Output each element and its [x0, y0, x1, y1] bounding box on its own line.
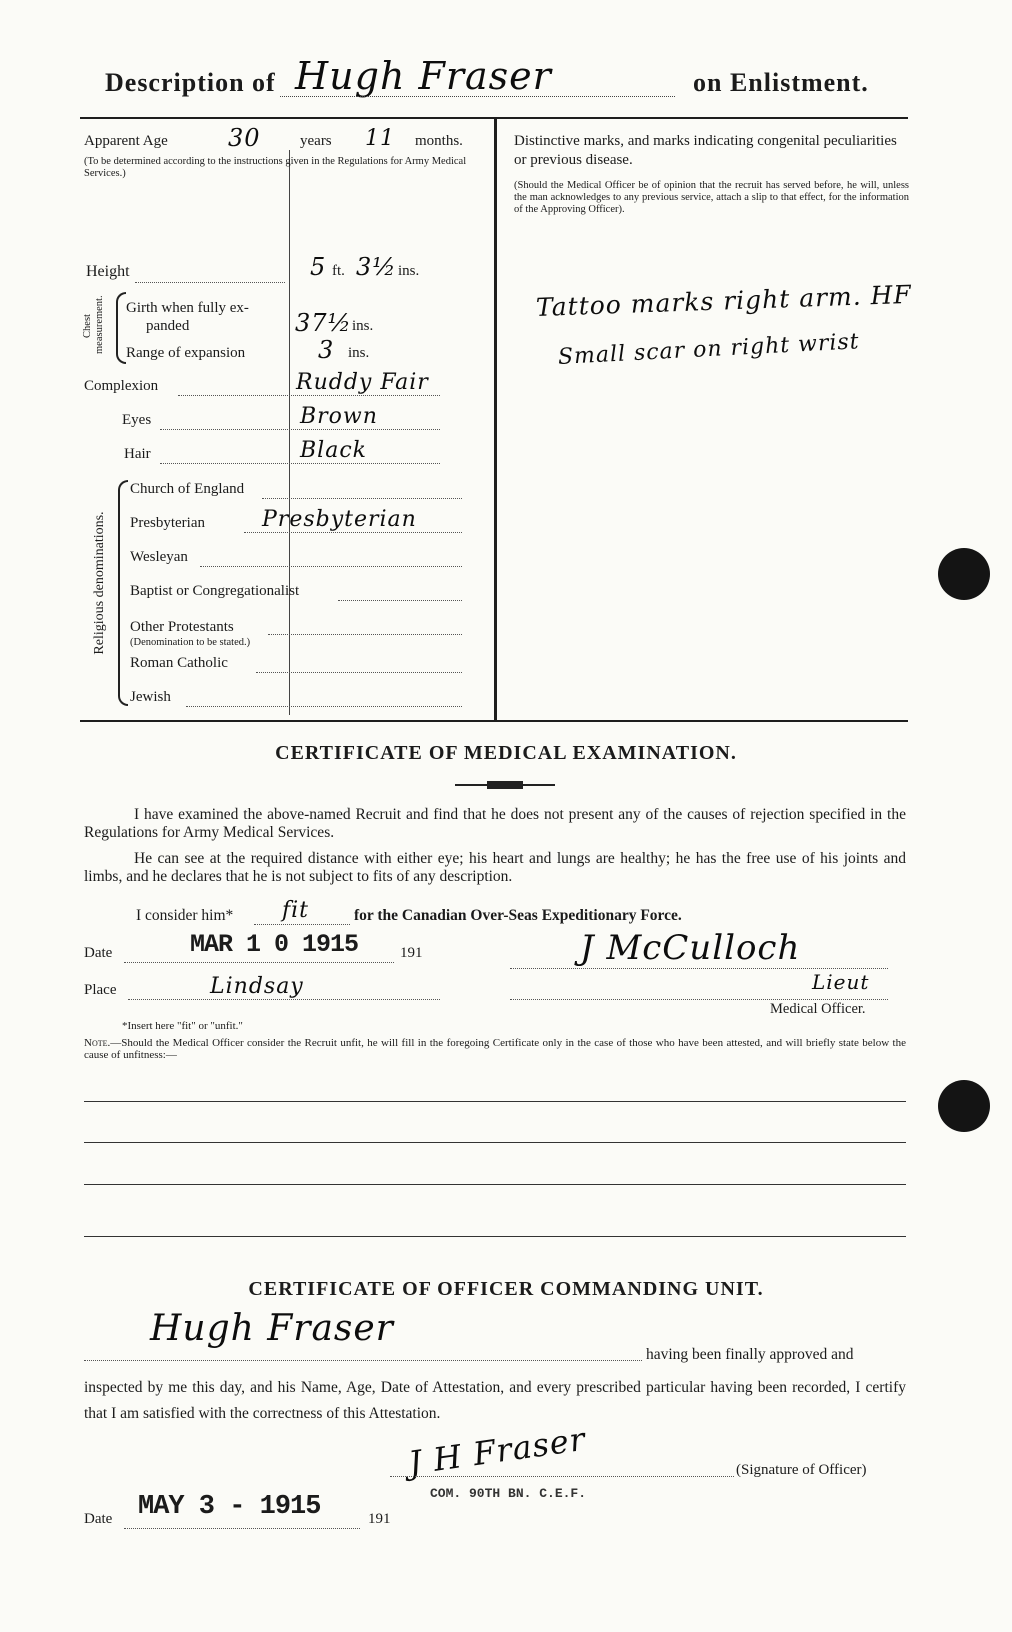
medical-title-dot — [487, 781, 523, 789]
eyes-label: Eyes — [122, 412, 152, 428]
girth-ins: ins. — [352, 318, 374, 334]
medical-date-label: Date — [84, 945, 113, 961]
religion-other-note: (Denomination to be stated.) — [130, 637, 251, 648]
unfitness-line-1 — [84, 1101, 906, 1102]
medical-date-stamp: MAR 1 0 1915 — [190, 930, 359, 959]
marks-note: (Should the Medical Officer be of opinion that the recruit has served before, he will, unless the man acknowledges to any previous service, attach a slip to that effect, for the information of the Approving Officer). — [514, 180, 909, 215]
marks-title: Distinctive marks, and marks indicating congenital peculiarities or previous disease. — [514, 133, 897, 168]
medical-place-label: Place — [84, 982, 117, 998]
medical-signature: J McCulloch — [580, 928, 801, 968]
medical-year-prefix: 191 — [400, 945, 423, 961]
range-value: 3 — [318, 336, 335, 364]
commanding-signature-label: (Signature of Officer) — [736, 1462, 867, 1478]
unfitness-line-3 — [84, 1184, 906, 1185]
chest-brace — [116, 292, 126, 364]
eyes-value: Brown — [300, 404, 378, 429]
religion-line-4 — [338, 600, 462, 601]
header-suffix: on Enlistment. — [693, 68, 869, 97]
commanding-date-line — [124, 1528, 360, 1529]
religion-line-3 — [200, 566, 462, 567]
hair-value: Black — [300, 438, 367, 463]
age-label: Apparent Age — [84, 133, 168, 149]
medical-para-1: I have examined the above-named Recruit and find that he does not present any of the causes of rejection specified in the Regulations for Army Medical Services. — [84, 806, 906, 841]
header-prefix: Description of — [105, 68, 276, 97]
complexion-label: Complexion — [84, 378, 159, 394]
header-name-line — [280, 96, 675, 97]
girth-value: 37½ — [295, 309, 352, 337]
medical-signature-line — [510, 968, 888, 969]
commanding-date-label: Date — [84, 1511, 113, 1527]
eyes-line — [160, 429, 440, 430]
marks-line-2: Small scar on right wrist — [557, 329, 861, 370]
hair-line — [160, 463, 440, 464]
commanding-signature-line — [390, 1476, 734, 1477]
ft-label: ft. — [332, 263, 345, 279]
commanding-name: Hugh Fraser — [150, 1308, 394, 1349]
age-years: 30 — [228, 124, 261, 152]
medical-rank-line — [510, 999, 888, 1000]
form-header — [105, 54, 885, 102]
punch-hole-bottom — [938, 1080, 990, 1132]
height-label: Height — [86, 263, 130, 280]
commanding-signature: J H Fraser — [406, 1419, 589, 1483]
commanding-stamp: COM. 90TH BN. C.E.F. — [430, 1486, 587, 1501]
religion-other-protestants: Other Protestants — [130, 619, 234, 635]
consider-suffix: for the Canadian Over-Seas Expeditionary Force. — [354, 907, 682, 924]
marks-line-1: Tattoo marks right arm. HF — [535, 279, 913, 322]
commanding-text-1: having been finally approved and — [646, 1346, 854, 1363]
commanding-title: CERTIFICATE OF OFFICER COMMANDING UNIT. — [248, 1278, 764, 1300]
consider-value: fit — [282, 898, 310, 923]
religion-brace — [118, 480, 128, 706]
religion-baptist: Baptist or Congregationalist — [130, 583, 300, 599]
religion-line-5 — [268, 634, 462, 635]
medical-place-line — [128, 999, 440, 1000]
age-months: 11 — [365, 126, 395, 151]
range-ins: ins. — [348, 345, 370, 361]
girth-label-2: panded — [146, 318, 190, 334]
ins-label: ins. — [398, 263, 420, 279]
religion-church-of-england: Church of England — [130, 481, 245, 497]
medical-para-2: He can see at the required distance with either eye; his heart and lungs are healthy; he has the free use of his joints and limbs, and he declares that he is not subject to fits of any description. — [84, 850, 906, 885]
age-note: (To be determined according to the instructions given in the Regulations for Army Medical Services.) — [84, 156, 467, 179]
unfitness-line-4 — [84, 1236, 906, 1237]
hair-label: Hair — [124, 446, 151, 462]
commanding-date-stamp: MAY 3 - 1915 — [138, 1492, 321, 1522]
commanding-name-line — [84, 1360, 642, 1361]
unfitness-line-2 — [84, 1142, 906, 1143]
religion-wesleyan: Wesleyan — [130, 549, 188, 565]
religion-jewish: Jewish — [130, 689, 171, 705]
medical-date-line — [124, 962, 394, 963]
medical-title: CERTIFICATE OF MEDICAL EXAMINATION. — [275, 742, 737, 764]
religion-line-2 — [244, 532, 462, 533]
commanding-year-prefix: 191 — [368, 1511, 391, 1527]
medical-rank: Lieut — [812, 970, 870, 994]
note-block — [84, 1037, 906, 1061]
header-name: Hugh Fraser — [295, 54, 552, 98]
consider-line — [254, 924, 350, 925]
note-label: Note. — [84, 1037, 111, 1049]
chest-label: Chest measurement. — [82, 295, 105, 354]
height-line — [135, 282, 285, 283]
religion-line-6 — [256, 672, 462, 673]
value-column-line — [289, 150, 290, 715]
height-in: 3½ — [356, 253, 397, 281]
complexion-line — [178, 395, 440, 396]
complexion-value: Ruddy Fair — [296, 370, 429, 395]
height-ft: 5 — [310, 253, 327, 281]
years-label: years — [300, 133, 332, 149]
medical-officer-label: Medical Officer. — [770, 1001, 866, 1017]
religion-presbyterian: Presbyterian — [130, 515, 205, 531]
bottom-rule — [80, 720, 908, 722]
range-label: Range of expansion — [126, 345, 246, 361]
months-label: months. — [415, 133, 463, 149]
insert-note: *Insert here "fit" or "unfit." — [122, 1020, 243, 1032]
consider-prefix: I consider him* — [136, 907, 234, 924]
commanding-text-2: inspected by me this day, and his Name, Age, Date of Attestation, and every prescribed particular having been recorded, I certify that I am satisfied with the correctness of this Attestation. — [84, 1379, 906, 1422]
religion-roman-catholic: Roman Catholic — [130, 655, 228, 671]
medical-place-value: Lindsay — [210, 974, 304, 999]
religion-presbyterian-value: Presbyterian — [262, 507, 417, 532]
religion-label: Religious denominations. — [92, 511, 107, 655]
punch-hole-top — [938, 548, 990, 600]
note-text: —Should the Medical Officer consider the Recruit unfit, he will fill in the foregoing Certificate only in the case of those who have been attested, and will briefly state below the cause of unfitness:— — [84, 1037, 906, 1061]
religion-line-7 — [186, 706, 462, 707]
girth-label-1: Girth when fully ex- — [126, 300, 249, 316]
religion-line-1 — [262, 498, 462, 499]
column-divider — [494, 119, 497, 721]
